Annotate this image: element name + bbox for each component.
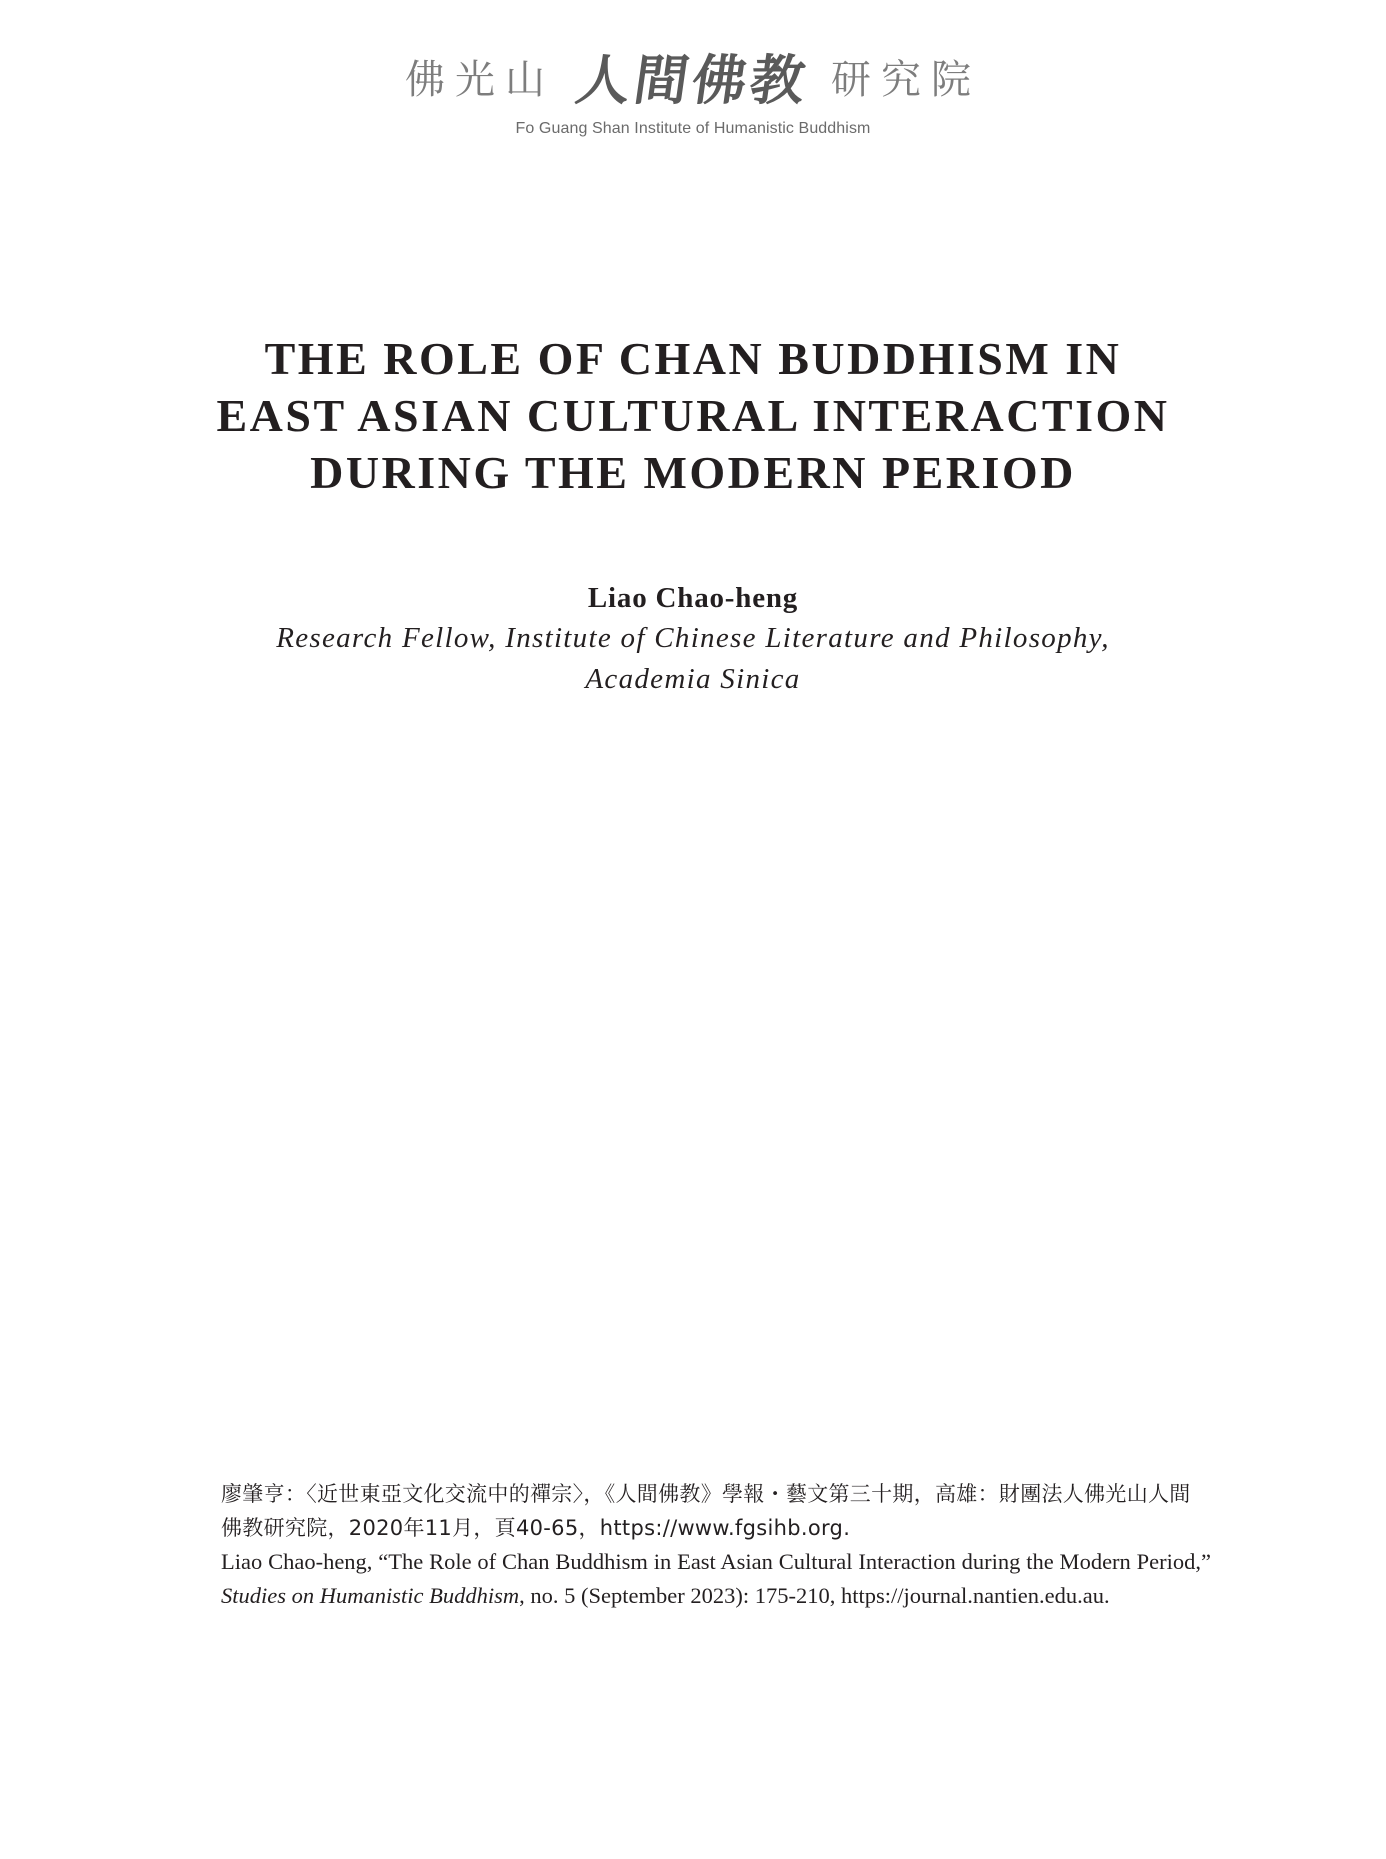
author-affiliation: Research Fellow, Institute of Chinese Literature and Philosophy, — [276, 622, 1110, 654]
logo-text-left: 佛光山 — [405, 56, 555, 103]
citation-block — [221, 1478, 1211, 1612]
author-affiliation: Academia Sinica — [585, 663, 801, 695]
citation-chinese: 廖肇亨：〈近世東亞文化交流中的禪宗〉，《人間佛教》學報・藝文第三十期，高雄：財團法人佛光山人間佛教研究院，2020年11月，頁40-65，https://www.fgsihb.org. — [221, 1482, 1191, 1540]
citation-english-text: Liao Chao-heng, “The Role of Chan Buddhism in East Asian Cultural Interaction during the Modern Period,” — [221, 1549, 1211, 1574]
journal-name: Studies on Humanistic Buddhism — [221, 1582, 520, 1608]
title-line: THE ROLE OF CHAN BUDDHISM IN — [264, 333, 1122, 384]
institute-header — [0, 40, 1386, 138]
author-name: Liao Chao-heng — [587, 582, 799, 614]
citation-english — [221, 1545, 1211, 1612]
logo-calligraphy: 人間佛教 — [572, 47, 814, 112]
author-block — [150, 578, 1236, 700]
citation-english-tail: , no. 5 (September 2023): 175-210, https://journal.nantien.edu.au. — [519, 1582, 1110, 1608]
title-line: DURING THE MODERN PERIOD — [310, 447, 1076, 498]
title-line: EAST ASIAN CULTURAL INTERACTION — [216, 390, 1170, 441]
institute-subtitle: Fo Guang Shan Institute of Humanistic Buddhism — [515, 120, 871, 137]
paper-title — [150, 330, 1236, 501]
institute-logo — [0, 40, 1386, 112]
logo-text-right: 研究院 — [831, 56, 981, 103]
